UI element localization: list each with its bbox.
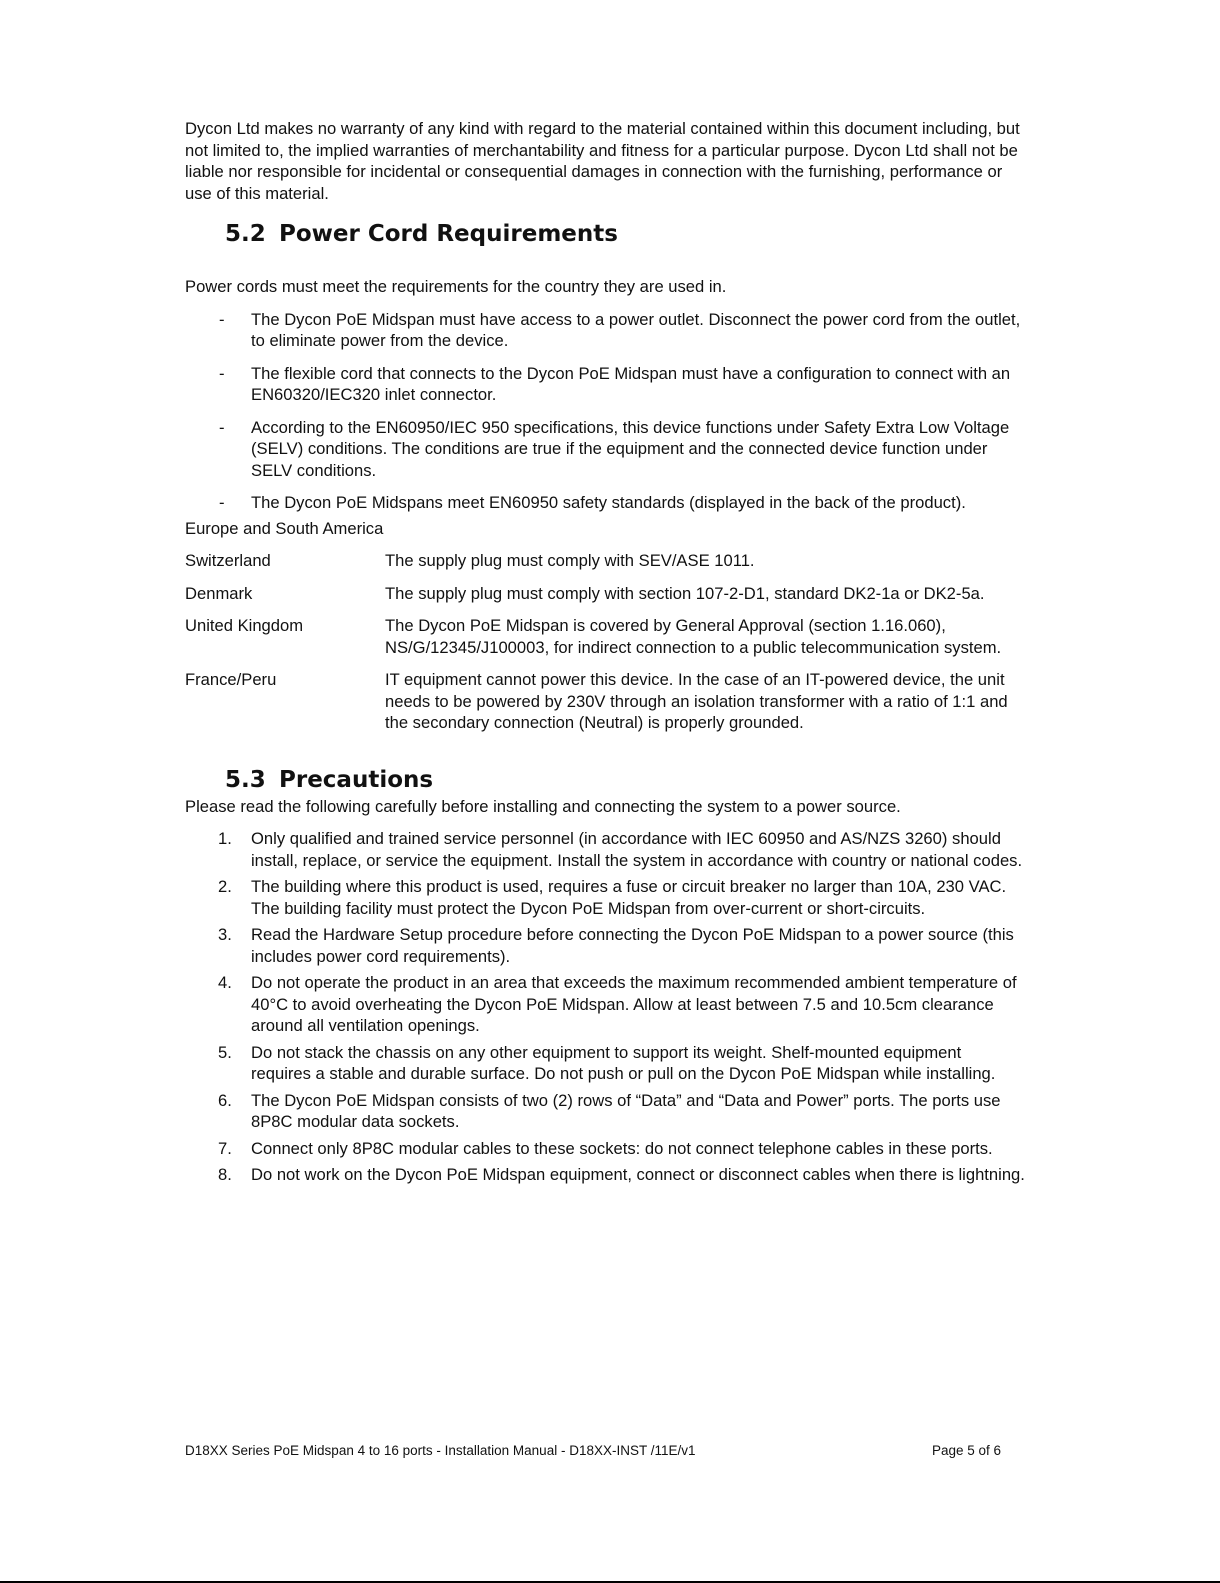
list-number: 1. [218, 829, 232, 848]
power-cord-intro: Power cords must meet the requirements for the country they are used in. [185, 277, 727, 296]
bullet-dash: - [219, 417, 225, 437]
list-number: 4. [218, 973, 232, 992]
list-item [185, 876, 1025, 919]
list-item [185, 828, 1025, 871]
list-item [185, 1138, 1025, 1160]
country-row [185, 615, 1025, 658]
country-name: France/Peru [185, 670, 277, 689]
country-name: Switzerland [185, 551, 271, 570]
precautions-list [185, 828, 1025, 1186]
list-item-text: The flexible cord that connects to the Dycon PoE Midspan must have a configuration to connect with an EN60320/IEC320 inlet connector. [251, 363, 1011, 404]
list-item-text: Only qualified and trained service personnel (in accordance with IEC 60950 and AS/NZS 3260) should install, replace, or service the equipment. Install the system in accordance with country or national codes. [251, 829, 1023, 870]
section-number: 5.2 [225, 221, 266, 247]
country-row [185, 583, 1025, 605]
section-title: Power Cord Requirements [279, 221, 618, 247]
list-item [185, 1090, 1025, 1133]
list-item-text: The Dycon PoE Midspan must have access to a power outlet. Disconnect the power cord from the outlet, to eliminate power from the device. [251, 309, 1021, 350]
list-item [185, 309, 1025, 352]
list-item-text: Read the Hardware Setup procedure before connecting the Dycon PoE Midspan to a power source (this includes power cord requirements). [251, 925, 1014, 966]
country-name: United Kingdom [185, 616, 304, 635]
section-heading-precautions [185, 766, 1025, 794]
footer-page-number: Page 5 of 6 [931, 1443, 1001, 1458]
country-name: Denmark [185, 583, 253, 603]
disclaimer-paragraph: Dycon Ltd makes no warranty of any kind with regard to the material contained within this document including, but not limited to, the implied warranties of merchantability and fitness for a particular purpose. Dycon Ltd shall not be liable nor responsible for incidental or consequential damages in connection with the furnishing, performance or use of this material. [185, 119, 1020, 203]
page-footer [185, 1442, 1001, 1460]
list-item-text: The building where this product is used, requires a fuse or circuit breaker no larger than 10A, 230 VAC. The building facility must protect the Dycon PoE Midspan from over-current or short-circuits. [251, 877, 1007, 918]
list-item-text: Do not operate the product in an area that exceeds the maximum recommended ambient temperature of 40°C to avoid overheating the Dycon PoE Midspan. Allow at least between 7.5 and 10.5cm clearance around all ventilation openings. [251, 973, 1017, 1035]
bullet-dash: - [219, 493, 225, 512]
section-number: 5.3 [225, 766, 266, 793]
list-item-text: According to the EN60950/IEC 950 specifications, this device functions under Safety Extra Low Voltage (SELV) conditions. The conditions are true if the equipment and the connected device function under SELV conditions. [251, 417, 1010, 480]
power-cord-bullet-list [185, 309, 1025, 514]
footer-doc-title: D18XX Series PoE Midspan 4 to 16 ports - Installation Manual - D18XX-INST /11E/v1 [185, 1443, 696, 1458]
country-requirement: The supply plug must comply with SEV/ASE 1011. [385, 551, 755, 570]
list-item-text: The Dycon PoE Midspan consists of two (2) rows of “Data” and “Data and Power” ports. The ports use 8P8C modular data sockets. [251, 1090, 1001, 1131]
list-item [185, 417, 1025, 482]
list-item [185, 1042, 1025, 1085]
list-number: 2. [218, 877, 232, 896]
section-title: Precautions [279, 766, 434, 793]
list-item [185, 363, 1025, 406]
bullet-dash: - [219, 309, 225, 329]
section-heading-power-cord [185, 220, 1025, 248]
list-number: 5. [218, 1042, 232, 1062]
list-number: 3. [218, 925, 232, 944]
list-item-text: Do not work on the Dycon PoE Midspan equipment, connect or disconnect cables when there is lightning. [251, 1165, 1025, 1184]
bullet-dash: - [219, 363, 225, 383]
list-number: 6. [218, 1090, 232, 1110]
list-item [185, 924, 1025, 967]
list-item [185, 972, 1025, 1037]
document-page [185, 118, 1025, 1191]
country-requirement: The Dycon PoE Midspan is covered by General Approval (section 1.16.060), NS/G/12345/J100003, for indirect connection to a public telecommunication system. [385, 616, 1002, 657]
list-item-text: The Dycon PoE Midspans meet EN60950 safety standards (displayed in the back of the product). [251, 493, 966, 512]
country-requirement: IT equipment cannot power this device. In the case of an IT-powered device, the unit needs to be powered by 230V through an isolation transformer with a ratio of 1:1 and the secondary connection (Neutral) is properly grounded. [385, 670, 1008, 732]
list-number: 7. [218, 1138, 232, 1158]
list-item-text: Connect only 8P8C modular cables to these sockets: do not connect telephone cables in these ports. [251, 1138, 993, 1158]
list-item-text: Do not stack the chassis on any other equipment to support its weight. Shelf-mounted equipment requires a stable and durable surface. Do not push or pull on the Dycon PoE Midspan while installing. [251, 1042, 996, 1083]
country-requirement: The supply plug must comply with section 107-2-D1, standard DK2-1a or DK2-5a. [385, 583, 985, 603]
list-number: 8. [218, 1165, 232, 1184]
list-item [185, 1164, 1025, 1186]
country-row [185, 669, 1025, 734]
list-item [185, 492, 1025, 514]
precautions-intro: Please read the following carefully before installing and connecting the system to a power source. [185, 796, 901, 816]
country-row [185, 550, 1025, 572]
region-label: Europe and South America [185, 518, 384, 538]
